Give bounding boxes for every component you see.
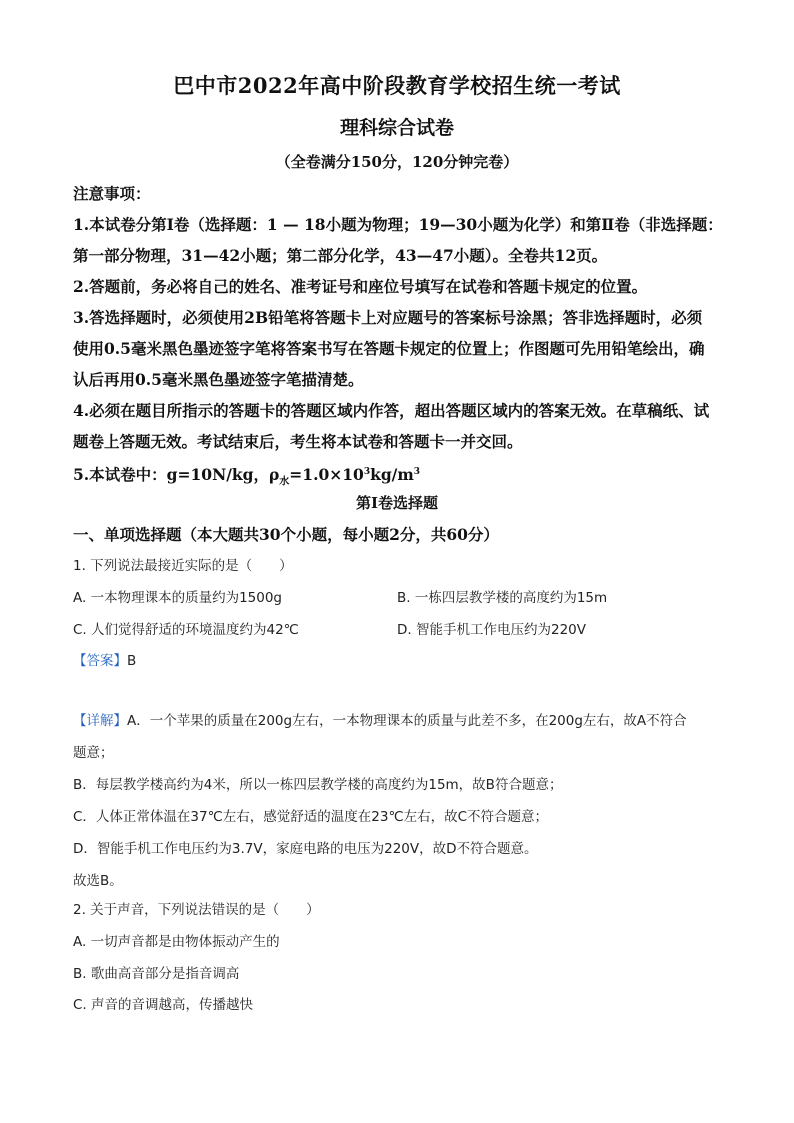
q2-option-b: B. 歌曲高音部分是指音调高 (73, 966, 240, 982)
notice-item-5-sub: 水 (279, 476, 290, 488)
q2-stem: 2. 关于声音，下列说法错误的是（ ） (73, 902, 320, 918)
explanation-line-1b: 题意； (73, 745, 114, 761)
q1-stem: 1. 下列说法最接近实际的是（ ） (73, 558, 293, 574)
notice-heading: 注意事项： (73, 184, 151, 203)
notice-item-5-suffix: kg/m (370, 465, 414, 485)
notice-item-1a: 1.本试卷分第Ⅰ卷（选择题：1 — 18小题为物理；19—30小题为化学）和第Ⅱ卷（非选择题： (73, 215, 723, 234)
notice-item-5-sup2: 3 (413, 467, 420, 477)
explanation-line-3: C．人体正常体温在37℃左右，感觉舒适的温度在23℃左右，故C不符合题意； (73, 809, 549, 825)
section-title: 第Ⅰ卷选择题 (355, 494, 439, 512)
q1-option-c: C. 人们觉得舒适的环境温度约为42℃ (73, 622, 299, 638)
notice-item-4a: 4.必须在题目所指示的答题卡的答题区域内作答，超出答题区域内的答案无效。在草稿纸、试 (73, 401, 710, 420)
notice-item-4b: 题卷上答题无效。考试结束后，考生将本试卷和答题卡一并交回。 (73, 432, 523, 451)
score-note: （全卷满分150分，120分钟完卷） (275, 153, 519, 171)
notice-item-3b: 使用0.5毫米黑色墨迹签字笔将答案书写在答题卡规定的位置上；作图题可先用铅笔绘出，确 (73, 339, 705, 358)
notice-item-5-prefix: 5.本试卷中：g=10N/kg，ρ (73, 465, 280, 485)
part-title: 一、单项选择题（本大题共30个小题，每小题2分，共60分） (73, 525, 499, 544)
q1-option-b: B. 一栋四层教学楼的高度约为15m (397, 590, 608, 606)
answer-value: B (127, 653, 137, 669)
explanation-line-5: 故选B。 (73, 873, 123, 889)
q1-explanation (73, 705, 733, 897)
notice-section (73, 178, 733, 497)
notice-item-5-sup: 3 (363, 467, 371, 477)
answer-tag: 【答案】 (73, 653, 127, 669)
explanation-line-4: D．智能手机工作电压约为3.7V，家庭电路的电压为220V，故D不符合题意。 (73, 841, 538, 857)
explanation-tag: 【详解】 (73, 713, 127, 729)
q1-option-a: A. 一本物理课本的质量约为1500g (73, 590, 283, 606)
notice-item-2: 2.答题前，务必将自己的姓名、准考证号和座位号填写在试卷和答题卡规定的位置。 (73, 277, 648, 296)
notice-item-5-mid: =1.0×10 (289, 465, 364, 485)
explanation-line-1: 【详解】A．一个苹果的质量在200g左右，一本物理课本的质量与此差不多，在200g左右，故A不符合 (73, 713, 687, 729)
explanation-line-2: B．每层教学楼高约为4米，所以一栋四层教学楼的高度约为15m，故B符合题意； (73, 777, 563, 793)
page-subtitle: 理科综合试卷 (339, 117, 454, 139)
q2-option-a: A. 一切声音都是由物体振动产生的 (73, 934, 280, 950)
q1-answer (73, 651, 136, 671)
notice-item-3a: 3.答选择题时，必须使用2B铅笔将答题卡上对应题号的答案标号涂黑；答非选择题时，必须 (73, 308, 703, 327)
q2-option-c: C. 声音的音调越高，传播越快 (73, 997, 254, 1013)
page-title: 巴中市2022年高中阶段教育学校招生统一考试 (173, 73, 621, 98)
notice-item-1b: 第一部分物理，31—42小题；第二部分化学，43—47小题）。全卷共12页。 (73, 246, 608, 265)
notice-item-3c: 认后再用0.5毫米黑色墨迹签字笔描清楚。 (73, 370, 364, 389)
q1-option-d: D. 智能手机工作电压约为220V (397, 622, 586, 638)
